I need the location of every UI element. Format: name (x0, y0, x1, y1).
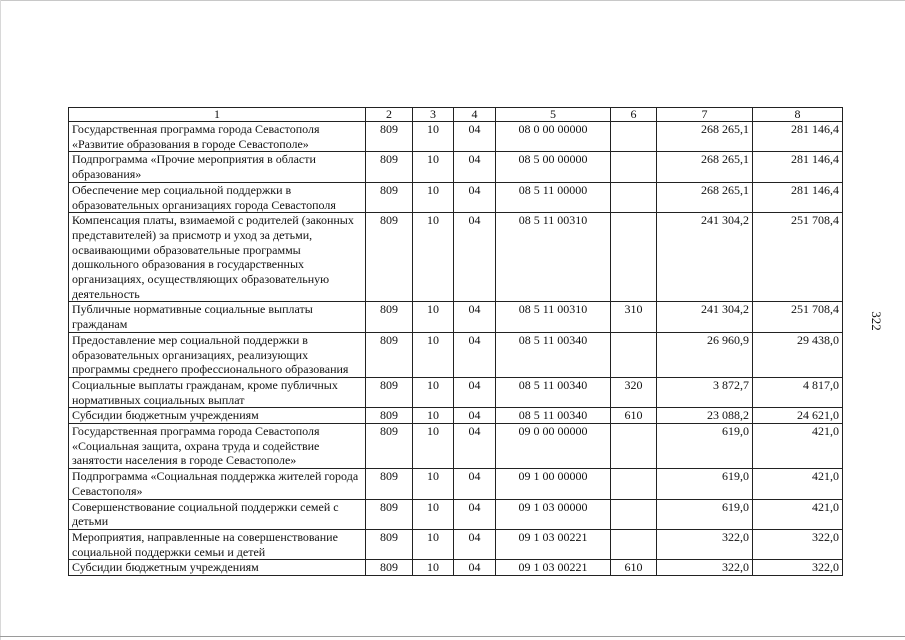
column-header: 3 (413, 108, 454, 122)
section-code-cell: 10 (413, 332, 454, 377)
amount-year2-cell: 4 817,0 (753, 377, 843, 407)
amount-year1-cell: 322,0 (657, 529, 753, 559)
row-name-cell: Государственная программа города Севастополя «Социальная защита, охрана труда и содействие занятости населения в городе Севастополе» (69, 424, 366, 469)
subsection-code-cell: 04 (454, 302, 496, 332)
subsection-code-cell: 04 (454, 529, 496, 559)
grbs-code-cell: 809 (366, 213, 413, 302)
table-header-row (69, 108, 843, 122)
expense-type-cell: 320 (611, 377, 657, 407)
section-code-cell: 10 (413, 302, 454, 332)
amount-year1-cell: 268 265,1 (657, 152, 753, 182)
target-article-cell: 08 5 11 00310 (496, 213, 611, 302)
grbs-code-cell: 809 (366, 560, 413, 576)
row-name-cell: Социальные выплаты гражданам, кроме публичных нормативных социальных выплат (69, 377, 366, 407)
section-code-cell: 10 (413, 408, 454, 424)
column-header: 7 (657, 108, 753, 122)
target-article-cell: 08 0 00 00000 (496, 122, 611, 152)
target-article-cell: 09 1 00 00000 (496, 469, 611, 499)
subsection-code-cell: 04 (454, 332, 496, 377)
row-name-cell: Мероприятия, направленные на совершенствование социальной поддержки семьи и детей (69, 529, 366, 559)
amount-year1-cell: 619,0 (657, 424, 753, 469)
target-article-cell: 09 1 03 00221 (496, 529, 611, 559)
table-row (69, 499, 843, 529)
expense-type-cell (611, 122, 657, 152)
target-article-cell: 08 5 11 00340 (496, 377, 611, 407)
grbs-code-cell: 809 (366, 424, 413, 469)
table-row (69, 213, 843, 302)
subsection-code-cell: 04 (454, 424, 496, 469)
row-name-cell: Государственная программа города Севастополя «Развитие образования в городе Севастополе» (69, 122, 366, 152)
grbs-code-cell: 809 (366, 469, 413, 499)
subsection-code-cell: 04 (454, 182, 496, 212)
amount-year1-cell: 619,0 (657, 469, 753, 499)
amount-year1-cell: 241 304,2 (657, 213, 753, 302)
table-row (69, 424, 843, 469)
amount-year2-cell: 421,0 (753, 499, 843, 529)
subsection-code-cell: 04 (454, 560, 496, 576)
section-code-cell: 10 (413, 152, 454, 182)
table-row (69, 182, 843, 212)
amount-year1-cell: 241 304,2 (657, 302, 753, 332)
expense-type-cell: 610 (611, 560, 657, 576)
subsection-code-cell: 04 (454, 122, 496, 152)
expense-type-cell: 310 (611, 302, 657, 332)
row-name-cell: Предоставление мер социальной поддержки в образовательных организациях, реализующих программы среднего профессионального образования (69, 332, 366, 377)
scan-edge-left (0, 0, 1, 640)
expense-type-cell (611, 213, 657, 302)
subsection-code-cell: 04 (454, 469, 496, 499)
amount-year2-cell: 322,0 (753, 560, 843, 576)
amount-year1-cell: 268 265,1 (657, 122, 753, 152)
row-name-cell: Подпрограмма «Социальная поддержка жителей города Севастополя» (69, 469, 366, 499)
table-row (69, 122, 843, 152)
section-code-cell: 10 (413, 424, 454, 469)
row-name-cell: Обеспечение мер социальной поддержки в образовательных организациях города Севастополя (69, 182, 366, 212)
grbs-code-cell: 809 (366, 152, 413, 182)
row-name-cell: Субсидии бюджетным учреждениям (69, 408, 366, 424)
target-article-cell: 08 5 11 00000 (496, 182, 611, 212)
section-code-cell: 10 (413, 122, 454, 152)
amount-year2-cell: 251 708,4 (753, 302, 843, 332)
expense-type-cell: 610 (611, 408, 657, 424)
table-row (69, 152, 843, 182)
grbs-code-cell: 809 (366, 499, 413, 529)
target-article-cell: 08 5 11 00340 (496, 332, 611, 377)
amount-year2-cell: 281 146,4 (753, 122, 843, 152)
column-header: 4 (454, 108, 496, 122)
subsection-code-cell: 04 (454, 408, 496, 424)
amount-year1-cell: 23 088,2 (657, 408, 753, 424)
table-row (69, 529, 843, 559)
amount-year2-cell: 421,0 (753, 424, 843, 469)
budget-table (68, 107, 843, 576)
section-code-cell: 10 (413, 499, 454, 529)
grbs-code-cell: 809 (366, 122, 413, 152)
column-header: 2 (366, 108, 413, 122)
subsection-code-cell: 04 (454, 213, 496, 302)
column-header: 6 (611, 108, 657, 122)
section-code-cell: 10 (413, 213, 454, 302)
target-article-cell: 08 5 00 00000 (496, 152, 611, 182)
target-article-cell: 08 5 11 00310 (496, 302, 611, 332)
subsection-code-cell: 04 (454, 152, 496, 182)
subsection-code-cell: 04 (454, 377, 496, 407)
amount-year2-cell: 24 621,0 (753, 408, 843, 424)
amount-year2-cell: 251 708,4 (753, 213, 843, 302)
target-article-cell: 09 0 00 00000 (496, 424, 611, 469)
table-row (69, 332, 843, 377)
section-code-cell: 10 (413, 560, 454, 576)
scan-edge-top (0, 0, 905, 1)
amount-year2-cell: 29 438,0 (753, 332, 843, 377)
column-header: 8 (753, 108, 843, 122)
amount-year2-cell: 281 146,4 (753, 152, 843, 182)
amount-year2-cell: 421,0 (753, 469, 843, 499)
section-code-cell: 10 (413, 377, 454, 407)
page-number: 322 (869, 311, 884, 331)
column-header: 1 (69, 108, 366, 122)
amount-year1-cell: 322,0 (657, 560, 753, 576)
table-row (69, 560, 843, 576)
column-header: 5 (496, 108, 611, 122)
table-row (69, 408, 843, 424)
row-name-cell: Компенсация платы, взимаемой с родителей (законных представителей) за присмотр и уход за детьми, осваивающими образовательные программы дошкольного образования в государственных организациях, осуществляющих образовательную деятельность (69, 213, 366, 302)
expense-type-cell (611, 424, 657, 469)
grbs-code-cell: 809 (366, 529, 413, 559)
grbs-code-cell: 809 (366, 377, 413, 407)
section-code-cell: 10 (413, 529, 454, 559)
target-article-cell: 09 1 03 00000 (496, 499, 611, 529)
amount-year1-cell: 268 265,1 (657, 182, 753, 212)
grbs-code-cell: 809 (366, 408, 413, 424)
subsection-code-cell: 04 (454, 499, 496, 529)
row-name-cell: Совершенствование социальной поддержки семей с детьми (69, 499, 366, 529)
expense-type-cell (611, 152, 657, 182)
target-article-cell: 09 1 03 00221 (496, 560, 611, 576)
amount-year2-cell: 281 146,4 (753, 182, 843, 212)
expense-type-cell (611, 499, 657, 529)
grbs-code-cell: 809 (366, 332, 413, 377)
expense-type-cell (611, 332, 657, 377)
expense-type-cell (611, 469, 657, 499)
scan-edge-bottom (0, 636, 905, 637)
row-name-cell: Публичные нормативные социальные выплаты гражданам (69, 302, 366, 332)
table-row (69, 302, 843, 332)
row-name-cell: Подпрограмма «Прочие мероприятия в области образования» (69, 152, 366, 182)
grbs-code-cell: 809 (366, 182, 413, 212)
section-code-cell: 10 (413, 469, 454, 499)
section-code-cell: 10 (413, 182, 454, 212)
table-row (69, 377, 843, 407)
amount-year1-cell: 3 872,7 (657, 377, 753, 407)
amount-year1-cell: 619,0 (657, 499, 753, 529)
amount-year2-cell: 322,0 (753, 529, 843, 559)
row-name-cell: Субсидии бюджетным учреждениям (69, 560, 366, 576)
expense-type-cell (611, 182, 657, 212)
expense-type-cell (611, 529, 657, 559)
grbs-code-cell: 809 (366, 302, 413, 332)
table-row (69, 469, 843, 499)
target-article-cell: 08 5 11 00340 (496, 408, 611, 424)
amount-year1-cell: 26 960,9 (657, 332, 753, 377)
